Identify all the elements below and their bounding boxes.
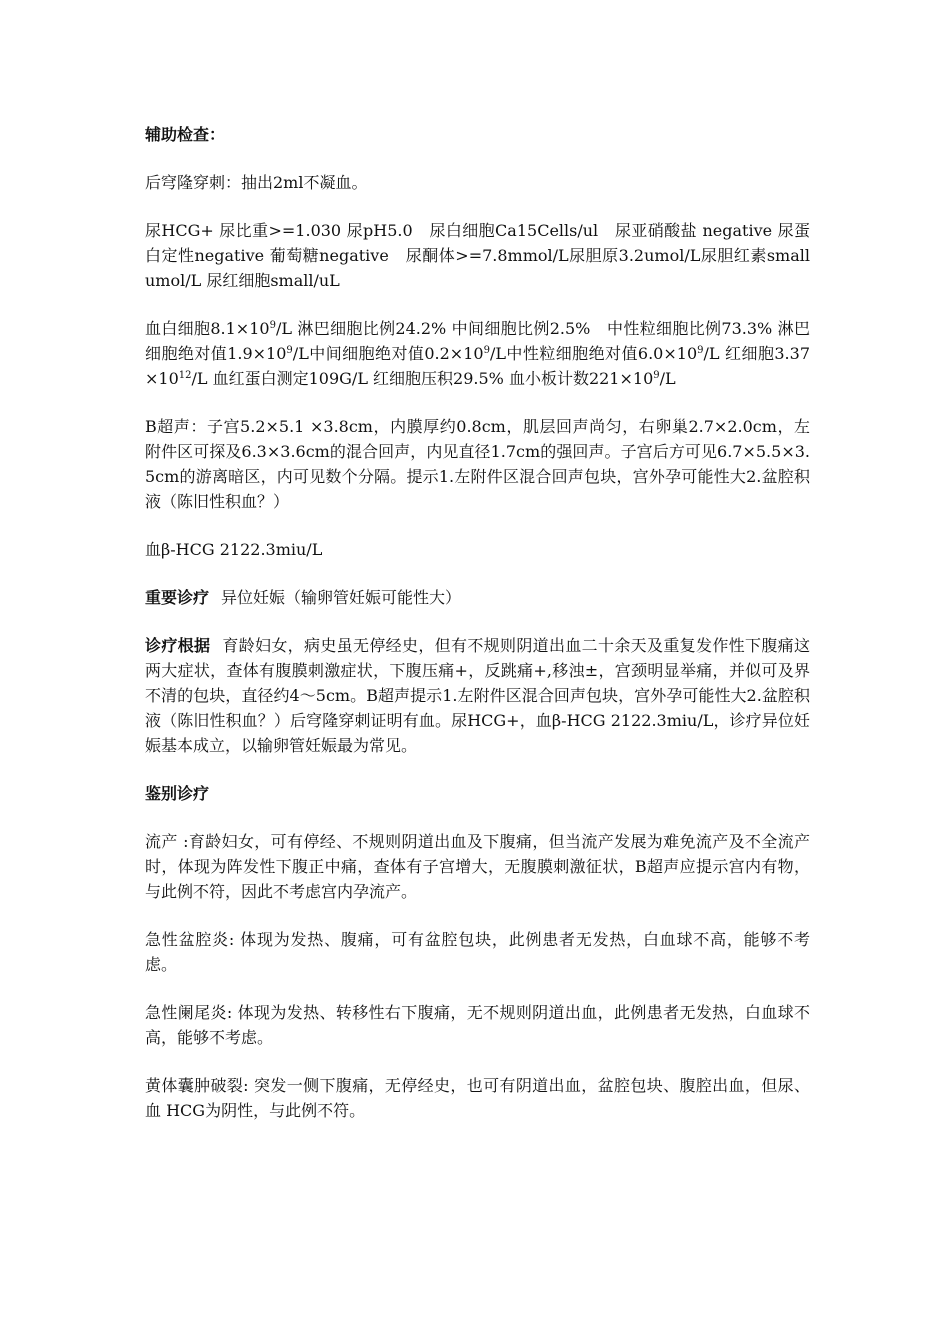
puncture-result: 后穹隆穿刺：抽出2ml不凝血。 <box>145 173 368 192</box>
diagnosis-basis-paragraph <box>145 633 810 758</box>
differential-item: 急性阑尾炎: 体现为发热、转移性右下腹痛，无不规则阴道出血，此例患者无发热，白血球不高，能够不考虑。 <box>145 1003 810 1047</box>
differential-item: 急性盆腔炎: 体现为发热、腹痛，可有盆腔包块，此例患者无发热，白血球不高，能够不考虑。 <box>145 930 810 974</box>
blood-routine-result: 血白细胞$8.1\times 10^9/L$ 淋巴细胞比例24.2% 中间细胞比例2.5% 中性粒细胞比例73.3% 淋巴细胞绝对值$1.9\times 10^9/L$中间细胞绝对值$0.2\times 10^9/L$中性粒细胞绝对值$6.0\times 10^9/L$ 红细胞$3.37\times 10^{12}/L$ 血红蛋白测定109G/L 红细胞压积29.5% 血小板计数$221\times 10^9/L$ <box>145 319 811 388</box>
differential-item: 流产 :育龄妇女，可有停经、不规则阴道出血及下腹痛，但当流产发展为难免流产及不全流产时，体现为阵发性下腹正中痛，查体有子宫增大，无腹膜刺激征状，B超声应提示宫内有物，与此例不符，因此不考虑宫内孕流产。 <box>145 832 810 901</box>
differential-item: 黄体囊肿破裂: 突发一侧下腹痛，无停经史，也可有阴道出血，盆腔包块、腹腔出血，但尿、血 HCG为阴性，与此例不符。 <box>145 1076 810 1120</box>
section-title-auxiliary-exam: 辅助检查： <box>145 125 226 144</box>
ultrasound-result: B超声：子宫5.2×5.1 ×3.8cm，内膜厚约0.8cm，肌层回声尚匀，右卵巢2.7×2.0cm，左附件区可探及6.3×3.6cm的混合回声，内见直径1.7cm的强回声。子宫后方可见6.7×5.5×3.5cm的游离暗区，内可见数个分隔。提示1.左附件区混合回声包块，宫外孕可能性大2.盆腔积液（陈旧性积血？） <box>145 417 810 511</box>
diagnosis-label: 重要诊疗 <box>145 588 210 607</box>
urine-test-result: 尿HCG+ 尿比重>=1.030 尿pH5.0 尿白细胞Ca15Cells/ul 尿亚硝酸盐 negative 尿蛋白定性negative 葡萄糖negative 尿酮体>=7.8mmol/L尿胆原3.2umol/L尿胆红素small umol/L 尿红细胞small/uL <box>145 221 810 290</box>
section-title-differential: 鉴别诊疗 <box>145 784 210 803</box>
basis-text: 育龄妇女，病史虽无停经史，但有不规则阴道出血二十余天及重复发作性下腹痛这两大症状，查体有腹膜刺激症状，下腹压痛+，反跳痛+,移浊±，宫颈明显举痛，并似可及界不清的包块，直径约4～5cm。B超声提示1.左附件区混合回声包块，宫外孕可能性大2.盆腔积液（陈旧性积血？）后穹隆穿刺证明有血。尿HCG+，血β-HCG 2122.3miu/L，诊疗异位妊娠基本成立，以输卵管妊娠最为常见。 <box>145 636 810 755</box>
diagnosis-paragraph <box>145 585 810 610</box>
basis-label: 诊疗根据 <box>145 636 211 655</box>
diagnosis-text: 异位妊娠（输卵管妊娠可能性大） <box>221 588 462 607</box>
bhcg-result: 血β-HCG 2122.3miu/L <box>145 540 323 559</box>
document-body <box>145 122 810 1146</box>
